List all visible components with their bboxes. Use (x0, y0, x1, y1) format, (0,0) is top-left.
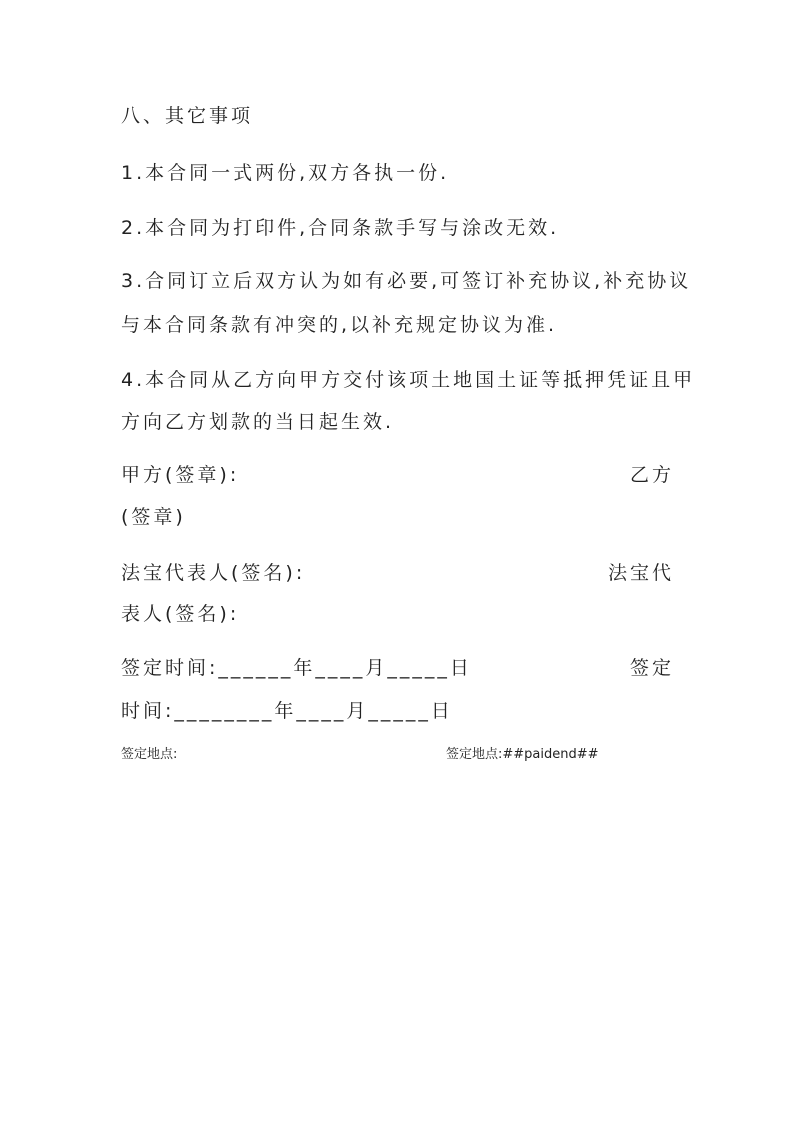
party-b-representative-label-start: 法宝代 (607, 562, 674, 584)
clause-2: 2.本合同为打印件,合同条款手写与涂改无效. (121, 217, 560, 239)
section-heading: 八、其它事项 (121, 105, 254, 127)
party-a-representative-label: 法宝代表人(签名): (121, 562, 306, 584)
party-b-signing-date-start: 签定 (629, 657, 674, 679)
party-b-signing-place: 签定地点:##paidend## (446, 747, 599, 762)
party-b-signing-date-end: 时间:________年____月_____日 (121, 700, 453, 722)
party-b-seal-label-start: 乙方 (629, 464, 674, 486)
clause-1: 1.本合同一式两份,双方各执一份. (121, 162, 450, 184)
clause-3-line-1: 3.合同订立后双方认为如有必要,可签订补充协议,补充协议 (121, 270, 692, 292)
party-a-signing-date: 签定时间:______年____月_____日 (121, 657, 472, 679)
clause-3-line-2: 与本合同条款有冲突的,以补充规定协议为准. (121, 314, 558, 336)
party-a-seal-label: 甲方(签章): (121, 464, 240, 486)
party-a-signing-place: 签定地点: (121, 747, 178, 762)
seal-row (121, 463, 674, 487)
representative-row (121, 561, 674, 585)
party-b-seal-label-end: (签章) (121, 506, 186, 528)
party-b-representative-label-end: 表人(签名): (121, 603, 240, 625)
clause-4-line-1: 4.本合同从乙方向甲方交付该项土地国土证等抵押凭证且甲 (121, 369, 696, 391)
clause-4-line-2: 方向乙方划款的当日起生效. (121, 411, 395, 433)
date-row (121, 656, 674, 680)
